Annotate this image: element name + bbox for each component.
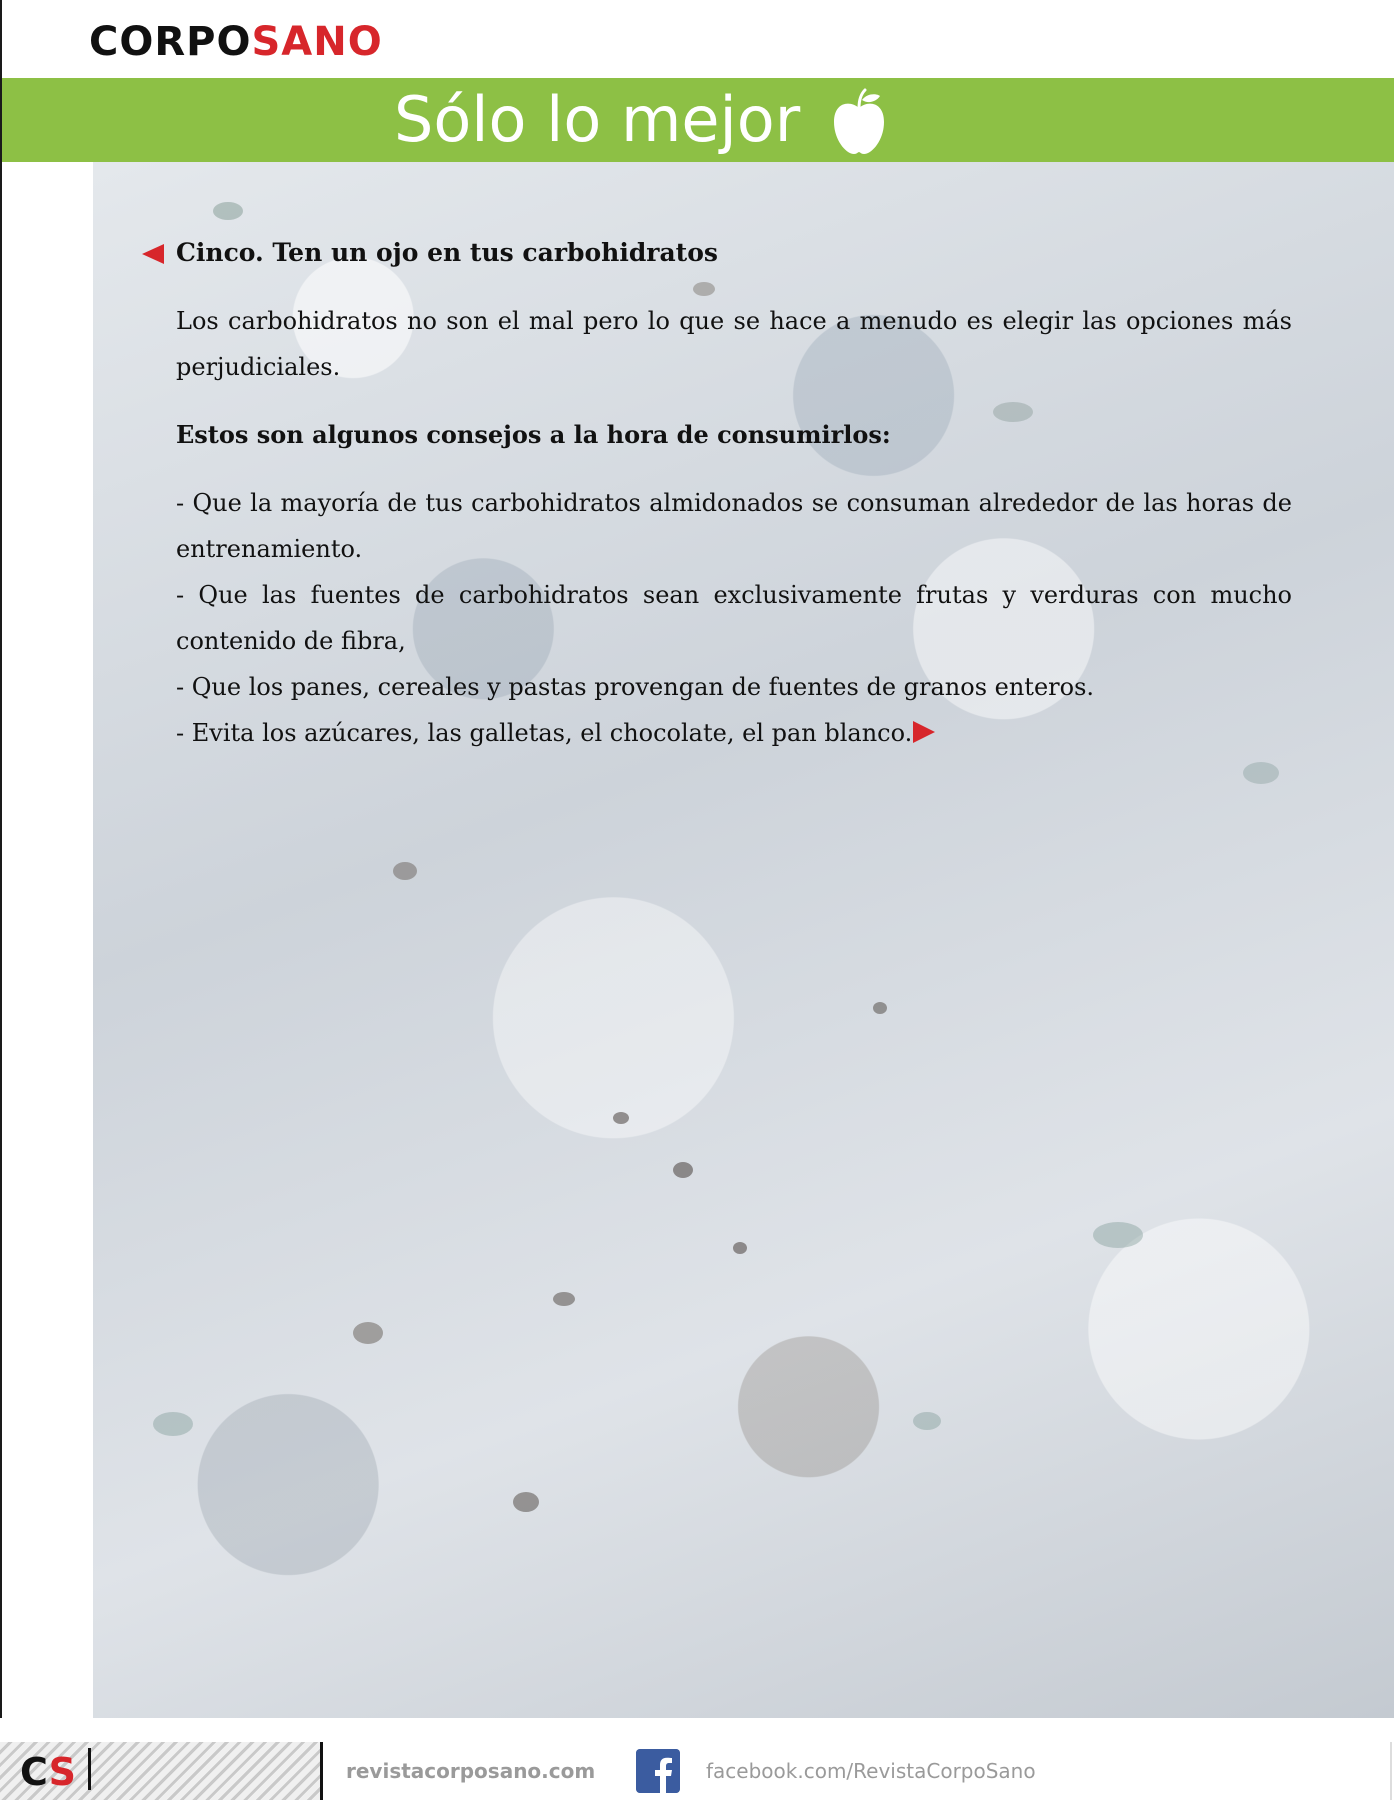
section-title: Sólo lo mejor bbox=[394, 83, 801, 156]
footer-divider bbox=[88, 1748, 91, 1790]
cs-logo-c: C bbox=[20, 1750, 49, 1794]
tip-item: - Que la mayoría de tus carbohidratos almidonados se consuman alrededor de las horas de entrenamiento. bbox=[176, 489, 1292, 563]
footer-right-edge bbox=[1390, 1742, 1392, 1800]
red-right-arrow-icon bbox=[913, 721, 935, 743]
tip-item: - Que las fuentes de carbohidratos sean exclusivamente frutas y verduras con mucho contenido de fibra, bbox=[176, 581, 1292, 655]
red-left-arrow-icon bbox=[142, 244, 164, 264]
article-heading-row bbox=[176, 230, 1292, 276]
apple-icon bbox=[830, 88, 888, 156]
tip-item-text: - Evita los azúcares, las galletas, el chocolate, el pan blanco. bbox=[176, 719, 913, 747]
article-body bbox=[176, 230, 1292, 756]
article-heading: Cinco. Ten un ojo en tus carbohidratos bbox=[176, 238, 718, 267]
page-left-edge bbox=[0, 0, 2, 1800]
logo-sano-text: SANO bbox=[251, 19, 383, 65]
tip-item: - Que los panes, cereales y pastas provengan de fuentes de granos enteros. bbox=[176, 673, 1095, 701]
cs-logo bbox=[20, 1748, 76, 1796]
cs-logo-s: S bbox=[48, 1750, 76, 1794]
tips-heading: Estos son algunos consejos a la hora de consumirlos: bbox=[176, 420, 891, 449]
facebook-link[interactable]: facebook.com/RevistaCorpoSano bbox=[706, 1759, 1036, 1783]
article-intro: Los carbohidratos no son el mal pero lo que se hace a menudo es elegir las opciones más perjudiciales. bbox=[176, 307, 1292, 381]
corposano-logo bbox=[89, 18, 383, 66]
logo-corpo-text: CORPO bbox=[89, 19, 252, 65]
website-link[interactable]: revistacorposano.com bbox=[346, 1759, 596, 1783]
facebook-icon[interactable] bbox=[636, 1749, 680, 1793]
tip-item-last bbox=[176, 710, 1292, 756]
footer-separator bbox=[320, 1742, 323, 1800]
